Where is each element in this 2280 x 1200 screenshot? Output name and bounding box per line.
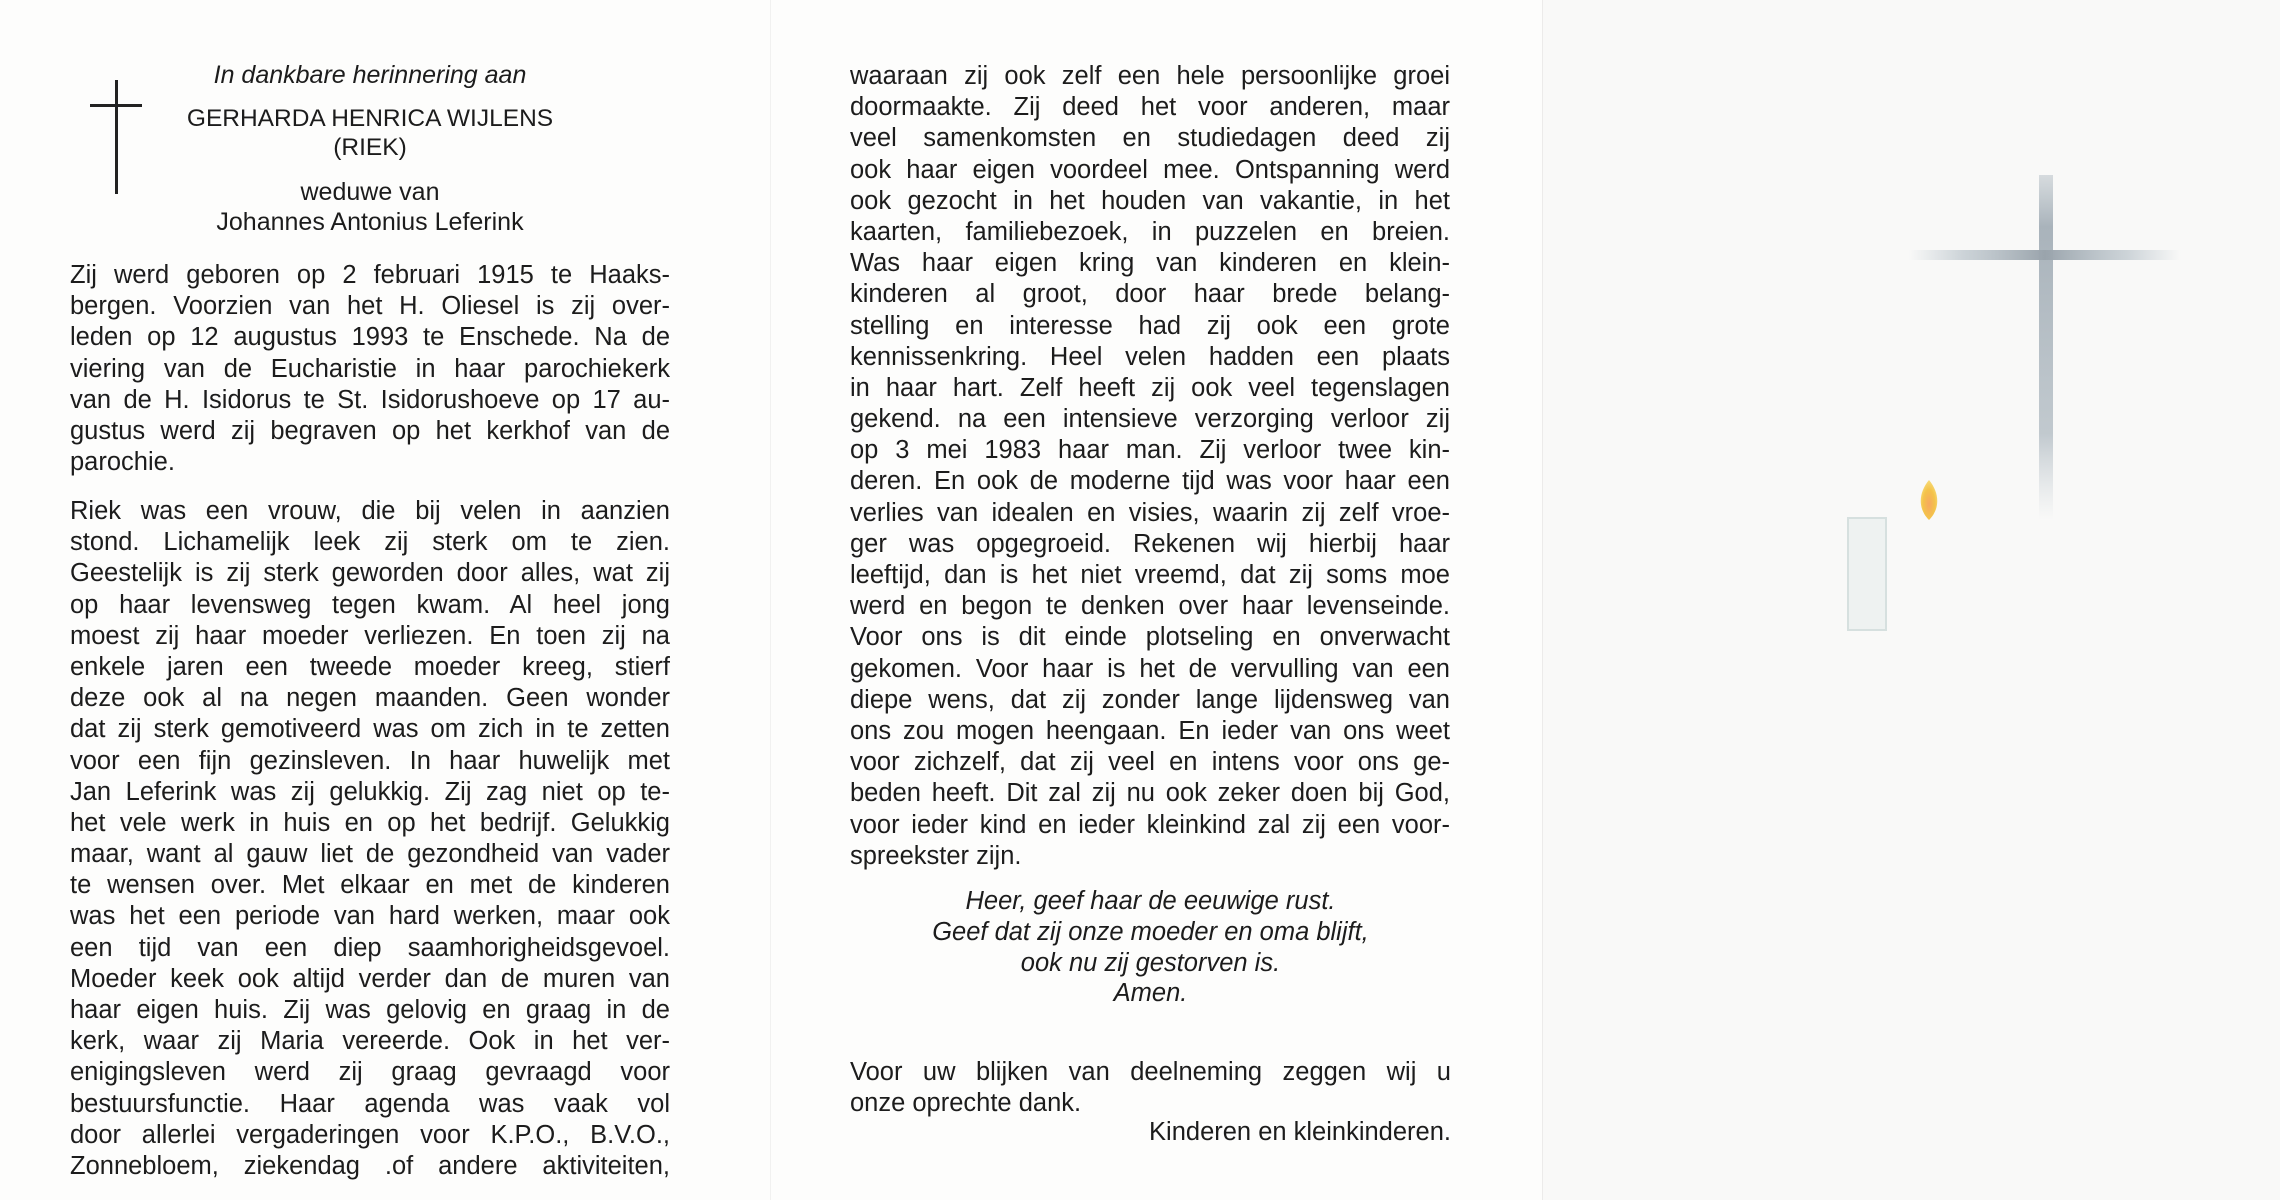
text-line: het vele werk in huis en op het bedrijf. Gelukkig — [70, 808, 670, 837]
text-line: werd en begon te denken over haar levenseinde. — [850, 592, 1450, 621]
biography-continued — [850, 61, 1450, 872]
text-line: moest zij haar moeder verliezen. En toen zij na — [70, 621, 670, 650]
thanks-line: onze oprechte dank. — [850, 1088, 1082, 1117]
text-line: kennissenkring. Heel velen hadden een plaats — [850, 342, 1450, 371]
text-line: kinderen al groot, door haar brede belang- — [850, 280, 1450, 309]
nickname: (RIEK) — [333, 134, 407, 161]
text-line: beden heeft. Dit zal zij nu ook zeker doen bij God, — [850, 779, 1450, 808]
text-line: viering van de Eucharistie in haar parochiekerk — [70, 354, 670, 383]
husband-name: Johannes Antonius Leferink — [216, 208, 524, 236]
text-line: Geestelijk is zij sterk geworden door alles, wat zij — [70, 559, 670, 588]
text-line: veel samenkomsten en studiedagen deed zij — [850, 124, 1450, 153]
card-fold — [770, 0, 771, 1200]
text-line: voor ieder kind en ieder kleinkind zal zij een voor- — [850, 810, 1450, 839]
text-line: gekomen. Voor haar is het de vervulling van een — [850, 654, 1450, 683]
text-line: spreekster zijn. — [850, 841, 1022, 870]
text-line: stond. Lichamelijk leek zij sterk om te zien. — [70, 528, 670, 557]
cross-art — [1909, 175, 2181, 520]
text-line: voor een fijn gezinsleven. In haar huwelijk met — [70, 746, 670, 775]
text-line: gekend. na een intensieve verzorging verloor zij — [850, 405, 1450, 434]
text-line: door allerlei vergaderingen voor K.P.O., B.V.O., — [70, 1120, 670, 1149]
prayer-line: ook nu zij gestorven is. — [1020, 948, 1281, 977]
text-line: ook haar eigen voordeel mee. Ontspanning werd — [850, 155, 1450, 184]
text-line: leeftijd, dan is het niet vreemd, dat zij soms moe — [850, 561, 1450, 589]
biography-paragraph-1 — [70, 260, 670, 478]
text-line: diepe wens, dat zij zonder lange lijdensweg van — [850, 685, 1450, 714]
widow-of-text: weduwe van — [300, 178, 440, 206]
text-line: ger was opgegroeid. Rekenen wij hierbij haar — [850, 529, 1450, 558]
text-line: Riek was een vrouw, die bij velen in aanzien — [70, 497, 670, 525]
text-line: kaarten, familiebezoek, in puzzelen en breien. — [850, 217, 1450, 246]
prayer-line: Amen. — [1113, 979, 1188, 1008]
signature: Kinderen en kleinkinderen. — [1149, 1118, 1451, 1146]
thanks-line: Voor uw blijken van deelneming zeggen wij u — [850, 1058, 1451, 1086]
text-line: te wensen over. Met elkaar en met de kinderen — [70, 871, 670, 900]
text-line: Voor ons is dit einde plotseling en onverwacht — [850, 623, 1450, 652]
text-line: ons zou mogen heengaan. En ieder van ons weet — [850, 716, 1450, 745]
text-line: bergen. Voorzien van het H. Oliesel is zij over- — [70, 292, 670, 321]
text-line: een tijd van een diep saamhorigheidsgevoel. — [70, 933, 670, 962]
text-line: Moeder keek ook altijd verder dan de muren van — [70, 964, 670, 993]
text-line: stelling en interesse had zij ook een grote — [850, 311, 1450, 340]
text-line: doormaakte. Zij deed het voor anderen, maar — [850, 93, 1450, 122]
text-line: deze ook al na negen maanden. Geen wonder — [70, 684, 670, 713]
thanks-text — [850, 1057, 1451, 1118]
text-line: leden op 12 augustus 1993 te Enschede. Na de — [70, 323, 670, 352]
prayer-line: Geef dat zij onze moeder en oma blijft, — [932, 917, 1369, 946]
text-line: in haar hart. Zelf heeft zij ook veel tegenslagen — [850, 373, 1450, 402]
text-line: waaraan zij ook zelf een hele persoonlijke groei — [850, 62, 1450, 90]
prayer-line: Heer, geef haar de eeuwige rust. — [965, 887, 1336, 915]
text-line: enigingsleven werd zij graag gevraagd voor — [70, 1058, 670, 1087]
text-line: maar, want al gauw liet de gezondheid van vader — [70, 840, 670, 869]
text-line: Jan Leferink was zij gelukkig. Zij zag niet op te- — [70, 777, 670, 806]
prayer — [850, 886, 1451, 1009]
text-line: deren. En ook de moderne tijd was voor haar een — [850, 467, 1450, 496]
text-line: gustus werd zij begraven op het kerkhof van de — [70, 416, 670, 445]
text-line: Zij werd geboren op 2 februari 1915 te Haaks- — [70, 261, 670, 289]
text-line: Zonnebloem, ziekendag .of andere aktiviteiten, — [70, 1151, 670, 1180]
candle-art — [1848, 480, 1937, 630]
cross-and-candle-illustration — [1543, 0, 2280, 1200]
text-line: verlies van idealen en visies, waarin zij zelf vroe- — [850, 498, 1450, 527]
text-line: dat zij sterk gemotiveerd was om zich in te zetten — [70, 715, 670, 744]
text-line: op haar levensweg tegen kwam. Al heel jong — [70, 590, 670, 619]
text-line: enkele jaren een tweede moeder kreeg, stierf — [70, 652, 670, 681]
text-line: van de H. Isidorus te St. Isidorushoeve op 17 au- — [70, 385, 670, 414]
text-line: parochie. — [70, 448, 175, 477]
text-line: haar eigen huis. Zij was gelovig en graag in de — [70, 996, 670, 1024]
text-line: voor zichzelf, dat zij veel en intens voor ons ge- — [850, 748, 1450, 777]
deceased-name: GERHARDA HENRICA WIJLENS — [186, 105, 554, 132]
artwork-panel — [1542, 0, 2280, 1200]
intro-text: In dankbare herinnering aan — [213, 61, 527, 89]
text-line: Was haar eigen kring van kinderen en klein- — [850, 249, 1450, 278]
text-line: ook gezocht in het houden van vakantie, in het — [850, 186, 1450, 215]
text-line: was het een periode van hard werken, maar ook — [70, 902, 670, 931]
text-line: op 3 mei 1983 haar man. Zij verloor twee kin- — [850, 436, 1450, 465]
text-line: kerk, waar zij Maria vereerde. Ook in het ver- — [70, 1027, 670, 1056]
text-line: bestuursfunctie. Haar agenda was vaak vol — [70, 1089, 670, 1118]
biography-paragraph-2 — [70, 496, 670, 1182]
